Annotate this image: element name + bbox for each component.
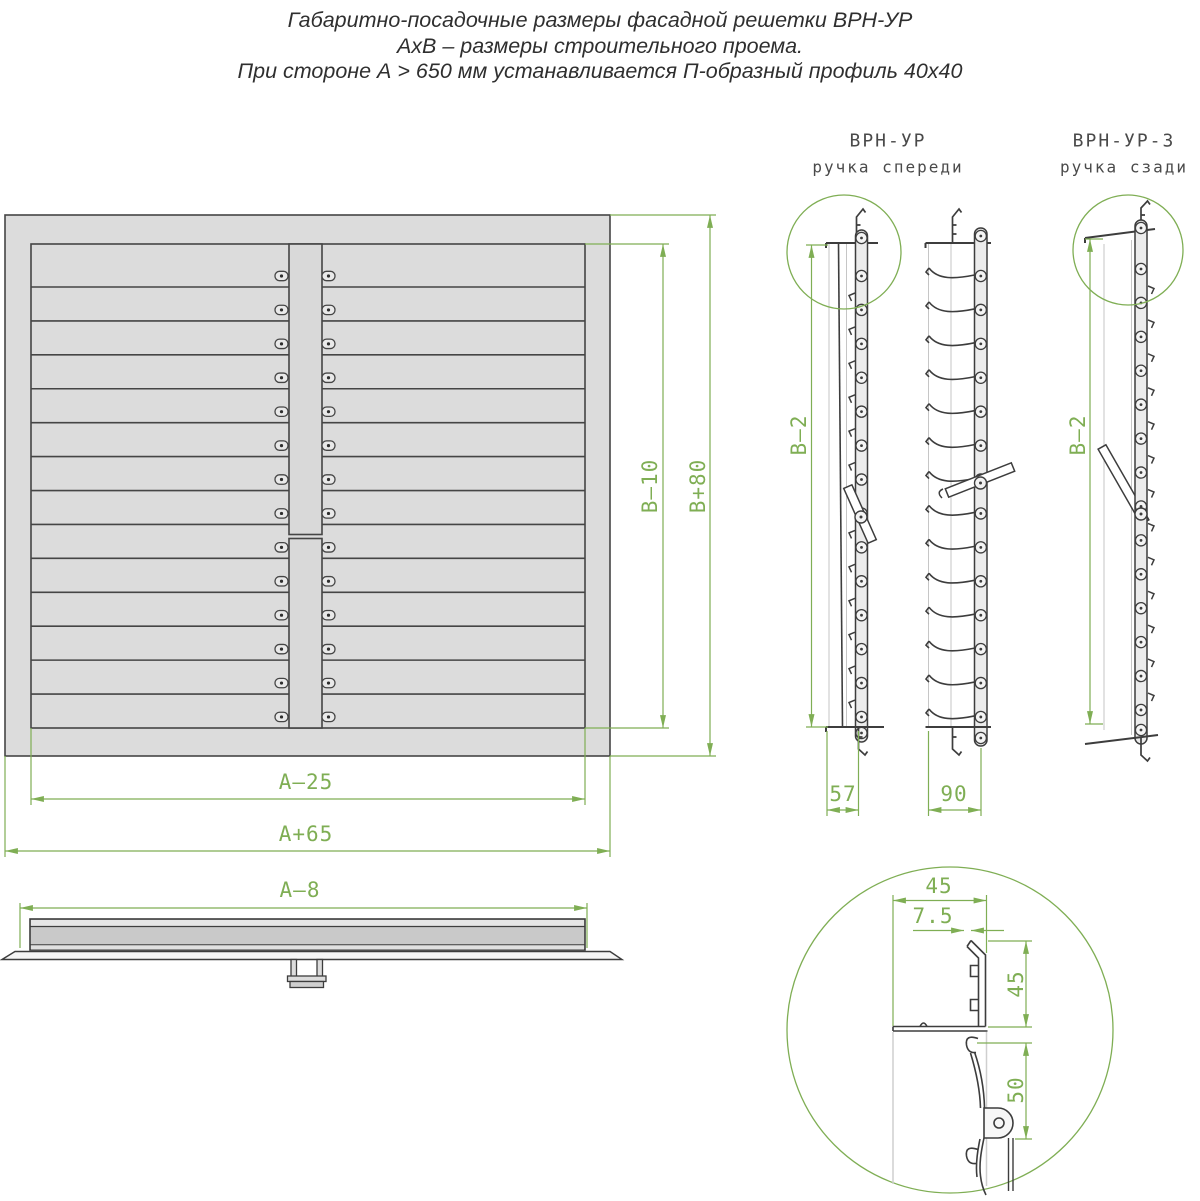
rivet-dot (280, 715, 283, 718)
front-center-bar-upper (289, 244, 322, 535)
dim-label-7-5: 7.5 (912, 904, 954, 928)
slat-blade (926, 675, 975, 685)
pivot-dot (860, 732, 863, 735)
slat-blade (926, 336, 975, 346)
slat-hook (1148, 490, 1154, 498)
label-vrn-ur: ВРН-УР (849, 130, 927, 152)
front-center-bar-lower (289, 539, 322, 729)
pivot-dot (979, 342, 982, 345)
rivet-dot (280, 580, 283, 583)
pivot-dot (979, 682, 982, 685)
dim-label-57: 57 (829, 782, 857, 806)
pivot-dot (860, 275, 863, 278)
slat-hook (849, 293, 855, 301)
pivot-dot (979, 376, 982, 379)
dim-ext-b2-front (806, 245, 828, 727)
pivot-dot (860, 648, 863, 651)
slat-hook (1148, 591, 1154, 599)
slat-hook (849, 632, 855, 640)
pivot-dot (860, 376, 863, 379)
detail-frame-profile (893, 941, 988, 1032)
rivet-dot (327, 342, 330, 345)
dim-label-45-right: 45 (1004, 970, 1028, 998)
title-line-3: При стороне А > 650 мм устанавливается П-образный профиль 40х40 (237, 59, 963, 83)
rivet-dot (280, 410, 283, 413)
rivet-dot (327, 648, 330, 651)
pivot-dot (860, 478, 863, 481)
slat-hook (849, 530, 855, 538)
pivot-dot (860, 682, 863, 685)
pivot-dot (979, 737, 982, 740)
rivet-dot (327, 444, 330, 447)
pivot-dot (860, 614, 863, 617)
detail-blade-profile (966, 1037, 1013, 1195)
slat-hook (1148, 523, 1154, 531)
slat-hook (1148, 388, 1154, 396)
rivet-dot (280, 614, 283, 617)
dim-label-a8: А–8 (279, 878, 321, 902)
plan-handle-leg (317, 960, 323, 977)
label-handle-front: ручка спереди (812, 157, 964, 177)
pivot-dot (1140, 437, 1143, 440)
dim-label-a25: А–25 (278, 770, 334, 794)
sv1-detail-callout-circle (787, 195, 901, 309)
slat-hook (849, 361, 855, 369)
dim-label-a65: А+65 (278, 822, 334, 846)
pivot-dot (979, 580, 982, 583)
plan-handle-plate (288, 976, 327, 982)
slat-blade (926, 268, 975, 278)
slat-blade (926, 709, 975, 719)
pivot-dot (979, 614, 982, 617)
pivot-dot (1140, 539, 1143, 542)
slat-hook (849, 463, 855, 471)
plan-view (2, 919, 622, 988)
pivot-dot (1140, 709, 1143, 712)
pivot-dot (1140, 227, 1143, 230)
pivot-dot (860, 716, 863, 719)
title-line-2: АхВ – размеры строительного проема. (396, 34, 804, 58)
slat-blade (926, 573, 975, 583)
sv2-top-hook (953, 209, 962, 243)
pivot-dot (860, 580, 863, 583)
dim-label-45-top: 45 (925, 874, 953, 898)
sv1-dimensions (806, 245, 859, 816)
dim-label-90: 90 (940, 782, 968, 806)
rivet-dot (327, 512, 330, 515)
pivot-dot (860, 342, 863, 345)
slat-blade (926, 539, 975, 549)
pivot-dot (860, 237, 863, 240)
pivot-dot (979, 235, 982, 238)
slat-hook (849, 598, 855, 606)
slat-hook (849, 564, 855, 572)
slat-hook (849, 327, 855, 335)
slat-hook (1148, 693, 1154, 701)
slat-hook (1148, 320, 1154, 328)
pivot-dot (979, 444, 982, 447)
slat-hook (849, 395, 855, 403)
rivet-dot (280, 681, 283, 684)
side-view-handle-front (787, 195, 901, 755)
pivot-dot (979, 716, 982, 719)
title-line-1: Габаритно-посадочные размеры фасадной решетки ВРН-УР (287, 8, 913, 32)
pivot-dot (1140, 268, 1143, 271)
slat-blade (926, 404, 975, 414)
rivet-dot (327, 376, 330, 379)
dim-label-b2-front: В–2 (787, 414, 811, 456)
pivot-dot (979, 512, 982, 515)
rivet-dot (327, 546, 330, 549)
slat-hook (1148, 557, 1154, 565)
pivot-dot (979, 309, 982, 312)
dim-label-b80: В+80 (686, 458, 710, 514)
label-vrn-ur-3: ВРН-УР-3 (1072, 130, 1176, 152)
slat-hook (1148, 625, 1154, 633)
slat-hook (1148, 354, 1154, 362)
side-view-middle (926, 209, 1015, 755)
pivot-dot (1140, 675, 1143, 678)
slat-blade (926, 607, 975, 617)
pivot-dot (1140, 729, 1143, 732)
pivot-dot (860, 410, 863, 413)
slat-hook (1148, 659, 1154, 667)
slat-hook (1148, 456, 1154, 464)
rivet-dot (327, 478, 330, 481)
rivet-dot (327, 308, 330, 311)
pivot-dot (1140, 573, 1143, 576)
sv1-top-flange (826, 243, 878, 248)
pivot-dot (1140, 369, 1143, 372)
pivot-dot (979, 648, 982, 651)
slat-blade (926, 370, 975, 380)
sv1-frame-edge (839, 243, 843, 727)
rivet-dot (327, 274, 330, 277)
pivot-dot (1140, 607, 1143, 610)
dim-label-b2-back: В–2 (1066, 414, 1090, 456)
sv2-handle-hook (939, 489, 943, 498)
slat-hook (1148, 422, 1154, 430)
slat-blade (926, 302, 975, 312)
pivot-dot (860, 546, 863, 549)
rivet-dot (327, 410, 330, 413)
pivot-dot (979, 410, 982, 413)
rivet-dot (280, 546, 283, 549)
rivet-dot (327, 681, 330, 684)
rivet-dot (327, 614, 330, 617)
rivet-dot (280, 648, 283, 651)
slat-hook (849, 666, 855, 674)
pivot-dot (1140, 335, 1143, 338)
rivet-dot (280, 342, 283, 345)
front-view (5, 215, 610, 756)
pivot-dot (1140, 403, 1143, 406)
pivot-dot (860, 309, 863, 312)
sv2-guides (929, 244, 952, 727)
plan-handle-leg (291, 960, 297, 977)
rivet-dot (280, 308, 283, 311)
sv1-guides (829, 244, 847, 727)
slat-hook (849, 429, 855, 437)
plan-flange (2, 952, 622, 960)
slat-blade (926, 438, 975, 448)
plan-handle-plate2 (290, 982, 324, 988)
rivet-dot (327, 580, 330, 583)
slat-blade (926, 641, 975, 651)
dim-label-b10: В–10 (638, 458, 662, 514)
slat-blade (926, 505, 975, 515)
rivet-dot (280, 512, 283, 515)
pivot-dot (979, 275, 982, 278)
label-handle-back: ручка сзади (1060, 157, 1188, 177)
sv2-bottom-hook (953, 727, 962, 755)
rivet-dot (280, 376, 283, 379)
slat-hook (849, 700, 855, 708)
rivet-dot (280, 274, 283, 277)
rivet-dot (280, 478, 283, 481)
dim-ext-b2-back (1085, 239, 1103, 724)
rivet-dot (327, 715, 330, 718)
sv3-slat-hooks (1148, 286, 1154, 701)
dim-label-50: 50 (1004, 1076, 1028, 1104)
pivot-dot (860, 444, 863, 447)
slat-hook (1148, 286, 1154, 294)
sv3-dimensions (1085, 239, 1103, 724)
pivot-dot (979, 546, 982, 549)
rivet-dot (280, 444, 283, 447)
pivot-dot (1140, 641, 1143, 644)
pivot-dot (1140, 471, 1143, 474)
